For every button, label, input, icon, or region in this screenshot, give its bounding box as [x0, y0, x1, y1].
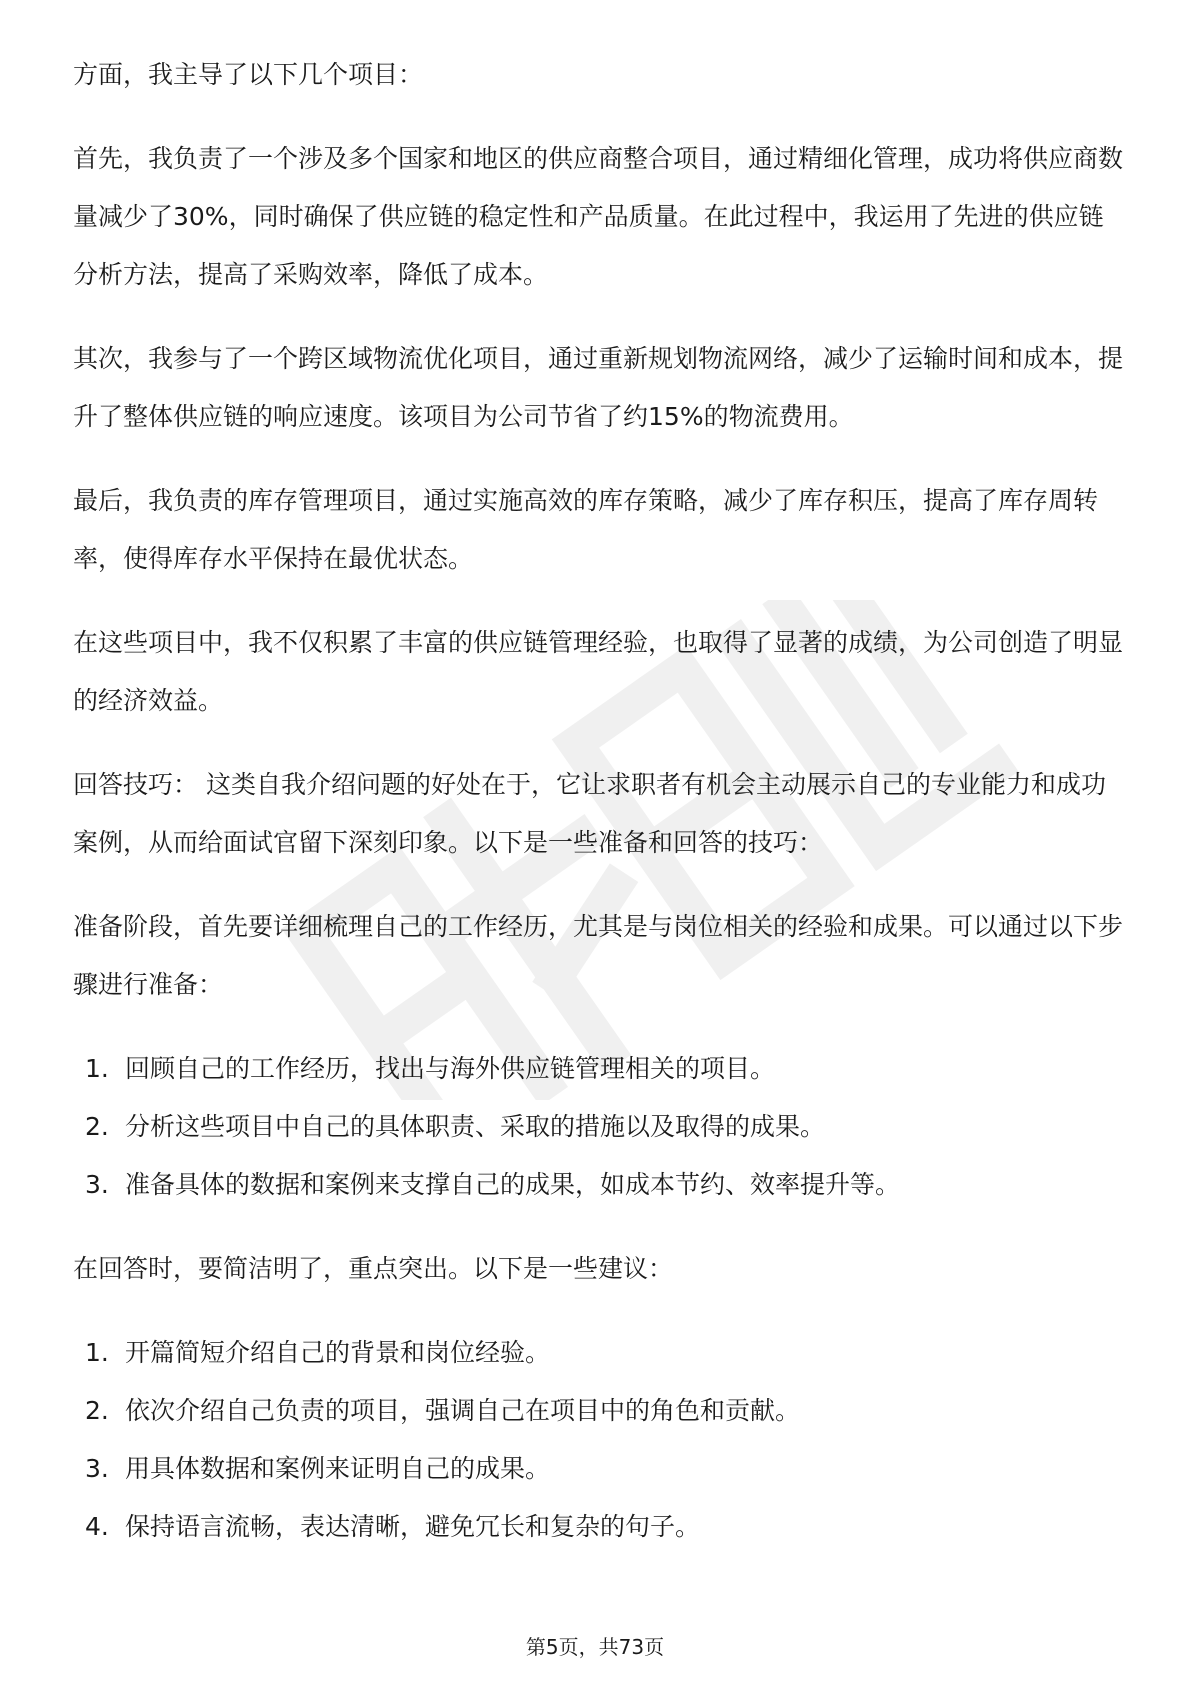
list-item — [73, 1156, 1123, 1214]
list-item-number: 2. — [85, 1396, 109, 1425]
paragraph-answer-tips: 回答技巧： 这类自我介绍问题的好处在于，它让求职者有机会主动展示自己的专业能力和成功案例，从而给面试官留下深刻印象。以下是一些准备和回答的技巧： — [73, 770, 1106, 857]
paragraph-intro: 方面，我主导了以下几个项目： — [73, 60, 424, 89]
list-item-number: 3. — [85, 1454, 109, 1483]
list-item-text: 开篇简短介绍自己的背景和岗位经验。 — [125, 1338, 551, 1367]
document-body — [73, 46, 1123, 1582]
list-item — [73, 1382, 1123, 1440]
paragraph-last-project: 最后，我负责的库存管理项目，通过实施高效的库存策略，减少了库存积压，提高了库存周转率，使得库存水平保持在最优状态。 — [73, 486, 1099, 573]
list-item-text: 回顾自己的工作经历，找出与海外供应链管理相关的项目。 — [125, 1054, 776, 1083]
paragraph-second-project: 其次，我参与了一个跨区域物流优化项目，通过重新规划物流网络，减少了运输时间和成本，提升了整体供应链的响应速度。该项目为公司节省了约15%的物流费用。 — [73, 344, 1124, 431]
list-item-text: 准备具体的数据和案例来支撑自己的成果，如成本节约、效率提升等。 — [125, 1170, 901, 1199]
page-number-footer: 第5页，共73页 — [525, 1635, 665, 1659]
list-item-number: 2. — [85, 1112, 109, 1141]
list-item-text: 保持语言流畅，表达清晰，避免冗长和复杂的句子。 — [125, 1512, 701, 1541]
list-item-text: 用具体数据和案例来证明自己的成果。 — [125, 1454, 551, 1483]
advice-list — [73, 1324, 1123, 1556]
list-item-number: 1. — [85, 1338, 109, 1367]
paragraph-answering: 在回答时，要简洁明了，重点突出。以下是一些建议： — [73, 1254, 674, 1283]
preparation-steps-list — [73, 1040, 1123, 1214]
list-item — [73, 1098, 1123, 1156]
paragraph-first-project: 首先，我负责了一个涉及多个国家和地区的供应商整合项目，通过精细化管理，成功将供应商数量减少了30%，同时确保了供应链的稳定性和产品质量。在此过程中，我运用了先进的供应链分析方法，提高了采购效率，降低了成本。 — [73, 144, 1124, 289]
list-item-number: 3. — [85, 1170, 109, 1199]
paragraph-preparation: 准备阶段，首先要详细梳理自己的工作经历，尤其是与岗位相关的经验和成果。可以通过以下步骤进行准备： — [73, 912, 1124, 999]
list-item — [73, 1498, 1123, 1556]
list-item — [73, 1440, 1123, 1498]
list-item-text: 分析这些项目中自己的具体职责、采取的措施以及取得的成果。 — [125, 1112, 826, 1141]
list-item — [73, 1324, 1123, 1382]
list-item-number: 1. — [85, 1054, 109, 1083]
list-item-number: 4. — [85, 1512, 109, 1541]
paragraph-summary: 在这些项目中，我不仅积累了丰富的供应链管理经验，也取得了显著的成绩，为公司创造了明显的经济效益。 — [73, 628, 1124, 715]
list-item — [73, 1040, 1123, 1098]
list-item-text: 依次介绍自己负责的项目，强调自己在项目中的角色和贡献。 — [125, 1396, 801, 1425]
